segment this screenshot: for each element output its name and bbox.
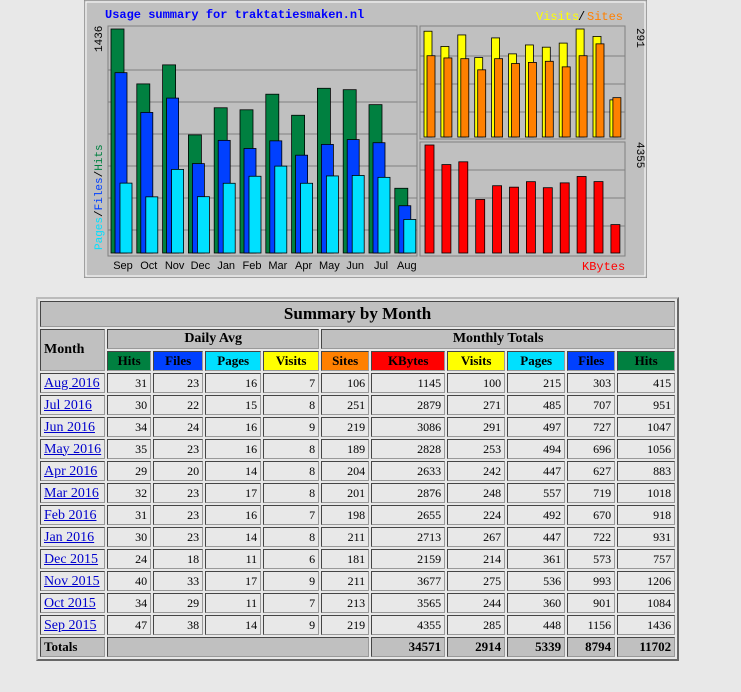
daily-cell: 7 bbox=[263, 505, 319, 525]
col-daily-files: Files bbox=[153, 351, 203, 371]
month-link[interactable]: Nov 2015 bbox=[44, 573, 100, 589]
month-tick-label: Jul bbox=[373, 260, 389, 272]
monthly-totals-header: Monthly Totals bbox=[321, 329, 675, 349]
monthly-cell: 1084 bbox=[617, 593, 675, 613]
daily-cell: 33 bbox=[153, 571, 203, 591]
table-row bbox=[40, 395, 675, 415]
total-pages: 5339 bbox=[507, 637, 565, 657]
monthly-cell: 361 bbox=[507, 549, 565, 569]
daily-cell: 8 bbox=[263, 461, 319, 481]
month-link[interactable]: Jul 2016 bbox=[44, 397, 92, 413]
daily-cell: 11 bbox=[205, 593, 261, 613]
monthly-cell: 2828 bbox=[371, 439, 445, 459]
monthly-cell: 267 bbox=[447, 527, 505, 547]
table-row bbox=[40, 593, 675, 613]
table-row bbox=[40, 549, 675, 569]
monthly-cell: 198 bbox=[321, 505, 369, 525]
monthly-cell: 1056 bbox=[617, 439, 675, 459]
monthly-cell: 211 bbox=[321, 571, 369, 591]
monthly-cell: 447 bbox=[507, 461, 565, 481]
daily-cell: 9 bbox=[263, 615, 319, 635]
daily-cell: 23 bbox=[153, 439, 203, 459]
monthly-cell: 2655 bbox=[371, 505, 445, 525]
kbytes-bar bbox=[577, 176, 586, 253]
daily-cell: 23 bbox=[153, 373, 203, 393]
monthly-cell: 2159 bbox=[371, 549, 445, 569]
table-row bbox=[40, 483, 675, 503]
daily-cell: 34 bbox=[107, 417, 151, 437]
kbytes-bar bbox=[510, 187, 519, 253]
col-daily-visits: Visits bbox=[263, 351, 319, 371]
monthly-cell: 3677 bbox=[371, 571, 445, 591]
month-tick-label: Aug bbox=[397, 260, 417, 272]
monthly-cell: 993 bbox=[567, 571, 615, 591]
total-files: 8794 bbox=[567, 637, 615, 657]
daily-cell: 7 bbox=[263, 373, 319, 393]
col-daily-hits: Hits bbox=[107, 351, 151, 371]
total-visits: 2914 bbox=[447, 637, 505, 657]
monthly-cell: 931 bbox=[617, 527, 675, 547]
monthly-cell: 303 bbox=[567, 373, 615, 393]
monthly-cell: 3086 bbox=[371, 417, 445, 437]
pages-bar bbox=[172, 169, 184, 253]
monthly-cell: 1436 bbox=[617, 615, 675, 635]
month-link[interactable]: Feb 2016 bbox=[44, 507, 97, 523]
month-tick-label: Oct bbox=[140, 260, 158, 272]
monthly-cell: 670 bbox=[567, 505, 615, 525]
monthly-cell: 573 bbox=[567, 549, 615, 569]
monthly-cell: 722 bbox=[567, 527, 615, 547]
daily-cell: 14 bbox=[205, 527, 261, 547]
monthly-cell: 181 bbox=[321, 549, 369, 569]
daily-cell: 17 bbox=[205, 571, 261, 591]
daily-cell: 8 bbox=[263, 395, 319, 415]
daily-cell: 30 bbox=[107, 395, 151, 415]
pages-bar bbox=[197, 197, 209, 253]
table-row bbox=[40, 461, 675, 481]
monthly-cell: 242 bbox=[447, 461, 505, 481]
daily-cell: 18 bbox=[153, 549, 203, 569]
daily-cell: 31 bbox=[107, 505, 151, 525]
sites-bar bbox=[613, 98, 621, 137]
monthly-cell: 536 bbox=[507, 571, 565, 591]
pages-bar bbox=[223, 183, 235, 253]
monthly-cell: 100 bbox=[447, 373, 505, 393]
col-monthly-hits: Hits bbox=[617, 351, 675, 371]
table-row bbox=[40, 615, 675, 635]
monthly-cell: 213 bbox=[321, 593, 369, 613]
daily-cell: 6 bbox=[263, 549, 319, 569]
daily-cell: 40 bbox=[107, 571, 151, 591]
sites-bar bbox=[444, 58, 452, 137]
col-monthly-sites: Sites bbox=[321, 351, 369, 371]
monthly-cell: 494 bbox=[507, 439, 565, 459]
kbytes-bar bbox=[442, 165, 451, 253]
month-link[interactable]: Sep 2015 bbox=[44, 617, 97, 633]
monthly-cell: 224 bbox=[447, 505, 505, 525]
monthly-cell: 492 bbox=[507, 505, 565, 525]
monthly-cell: 2713 bbox=[371, 527, 445, 547]
pages-bar bbox=[404, 219, 416, 253]
monthly-cell: 415 bbox=[617, 373, 675, 393]
kbytes-label: KBytes bbox=[582, 260, 626, 274]
col-monthly-visits: Visits bbox=[447, 351, 505, 371]
daily-cell: 8 bbox=[263, 439, 319, 459]
monthly-cell: 251 bbox=[321, 395, 369, 415]
monthly-cell: 201 bbox=[321, 483, 369, 503]
totals-label: Totals bbox=[40, 637, 105, 657]
monthly-cell: 204 bbox=[321, 461, 369, 481]
month-link[interactable]: Oct 2015 bbox=[44, 595, 96, 611]
monthly-cell: 211 bbox=[321, 527, 369, 547]
legend-visits: Visits bbox=[536, 10, 580, 24]
sites-bar bbox=[512, 64, 520, 137]
sites-bar bbox=[427, 56, 435, 137]
col-monthly-pages: Pages bbox=[507, 351, 565, 371]
monthly-cell: 360 bbox=[507, 593, 565, 613]
pages-bar bbox=[249, 176, 261, 253]
daily-cell: 23 bbox=[153, 483, 203, 503]
monthly-cell: 244 bbox=[447, 593, 505, 613]
month-tick-label: Jun bbox=[346, 260, 365, 272]
kbytes-bar bbox=[560, 183, 569, 253]
daily-cell: 8 bbox=[263, 527, 319, 547]
usage-chart bbox=[84, 0, 647, 278]
kbytes-bar bbox=[459, 162, 468, 253]
monthly-cell: 557 bbox=[507, 483, 565, 503]
daily-cell: 23 bbox=[153, 527, 203, 547]
daily-cell: 20 bbox=[153, 461, 203, 481]
daily-cell: 15 bbox=[205, 395, 261, 415]
left-axis-label: Pages/Files/Hits bbox=[94, 144, 106, 250]
month-tick-label: Jan bbox=[217, 260, 236, 272]
monthly-cell: 757 bbox=[617, 549, 675, 569]
col-monthly-kbytes: KBytes bbox=[371, 351, 445, 371]
table-title: Summary by Month bbox=[40, 301, 675, 327]
daily-cell: 34 bbox=[107, 593, 151, 613]
monthly-cell: 951 bbox=[617, 395, 675, 415]
left-axis-max: 1436 bbox=[94, 25, 106, 52]
monthly-cell: 447 bbox=[507, 527, 565, 547]
daily-cell: 38 bbox=[153, 615, 203, 635]
table-row bbox=[40, 527, 675, 547]
daily-cell: 23 bbox=[153, 505, 203, 525]
daily-cell: 16 bbox=[205, 439, 261, 459]
daily-cell: 9 bbox=[263, 571, 319, 591]
month-link[interactable]: May 2016 bbox=[44, 441, 102, 457]
monthly-cell: 883 bbox=[617, 461, 675, 481]
month-tick-label: May bbox=[319, 260, 340, 272]
sites-bar bbox=[461, 59, 469, 137]
daily-cell: 8 bbox=[263, 483, 319, 503]
month-link[interactable]: Dec 2015 bbox=[44, 551, 99, 567]
daily-cell: 35 bbox=[107, 439, 151, 459]
pages-bar bbox=[352, 175, 364, 253]
sites-bar bbox=[528, 62, 536, 137]
month-tick-label: Dec bbox=[190, 260, 211, 272]
monthly-cell: 707 bbox=[567, 395, 615, 415]
month-tick-label: Mar bbox=[268, 260, 288, 272]
monthly-cell: 271 bbox=[447, 395, 505, 415]
pages-bar bbox=[326, 176, 338, 253]
pages-bar bbox=[378, 177, 390, 253]
monthly-cell: 719 bbox=[567, 483, 615, 503]
sites-bar bbox=[562, 67, 570, 137]
daily-cell: 31 bbox=[107, 373, 151, 393]
monthly-cell: 219 bbox=[321, 615, 369, 635]
month-tick-label: Feb bbox=[242, 260, 262, 272]
daily-cell: 32 bbox=[107, 483, 151, 503]
monthly-cell: 696 bbox=[567, 439, 615, 459]
pages-bar bbox=[120, 183, 132, 253]
kbytes-bar bbox=[493, 186, 502, 253]
monthly-cell: 2633 bbox=[371, 461, 445, 481]
month-tick-label: Sep bbox=[113, 260, 133, 272]
monthly-cell: 215 bbox=[507, 373, 565, 393]
total-kbytes: 34571 bbox=[371, 637, 445, 657]
right-axis-bottom: 4355 bbox=[633, 142, 645, 169]
month-link[interactable]: Jan 2016 bbox=[44, 529, 95, 545]
kbytes-bar bbox=[543, 188, 552, 253]
left-axis-files: Files bbox=[94, 177, 106, 211]
daily-cell: 14 bbox=[205, 615, 261, 635]
monthly-cell: 1018 bbox=[617, 483, 675, 503]
sites-bar bbox=[478, 70, 486, 137]
month-link[interactable]: Apr 2016 bbox=[44, 463, 98, 479]
month-link[interactable]: Mar 2016 bbox=[44, 485, 99, 501]
daily-cell: 11 bbox=[205, 549, 261, 569]
table-row bbox=[40, 439, 675, 459]
monthly-cell: 727 bbox=[567, 417, 615, 437]
pages-bar bbox=[301, 183, 313, 253]
monthly-cell: 1206 bbox=[617, 571, 675, 591]
sites-bar bbox=[545, 61, 553, 137]
table-row bbox=[40, 571, 675, 591]
monthly-cell: 918 bbox=[617, 505, 675, 525]
daily-cell: 24 bbox=[153, 417, 203, 437]
daily-cell: 30 bbox=[107, 527, 151, 547]
daily-cell: 24 bbox=[107, 549, 151, 569]
monthly-cell: 219 bbox=[321, 417, 369, 437]
sites-bar bbox=[495, 59, 503, 137]
col-monthly-files: Files bbox=[567, 351, 615, 371]
kbytes-bar bbox=[476, 199, 485, 253]
daily-avg-header: Daily Avg bbox=[107, 329, 319, 349]
kbytes-bar bbox=[594, 182, 603, 253]
daily-cell: 22 bbox=[153, 395, 203, 415]
monthly-cell: 285 bbox=[447, 615, 505, 635]
month-link[interactable]: Aug 2016 bbox=[44, 375, 100, 391]
daily-cell: 16 bbox=[205, 373, 261, 393]
legend-sites: Sites bbox=[587, 10, 624, 24]
monthly-cell: 291 bbox=[447, 417, 505, 437]
monthly-cell: 448 bbox=[507, 615, 565, 635]
left-axis-pages: Pages bbox=[94, 216, 106, 250]
kbytes-bar bbox=[425, 145, 434, 253]
monthly-cell: 497 bbox=[507, 417, 565, 437]
daily-cell: 29 bbox=[107, 461, 151, 481]
monthly-cell: 627 bbox=[567, 461, 615, 481]
total-hits: 11702 bbox=[617, 637, 675, 657]
monthly-cell: 214 bbox=[447, 549, 505, 569]
pages-bar bbox=[146, 197, 158, 253]
col-daily-pages: Pages bbox=[205, 351, 261, 371]
month-tick-label: Nov bbox=[164, 260, 185, 272]
left-axis-hits: Hits bbox=[94, 144, 106, 171]
table-row bbox=[40, 417, 675, 437]
monthly-cell: 2879 bbox=[371, 395, 445, 415]
monthly-cell: 1047 bbox=[617, 417, 675, 437]
daily-cell: 17 bbox=[205, 483, 261, 503]
legend-separator: / bbox=[578, 10, 586, 24]
monthly-cell: 4355 bbox=[371, 615, 445, 635]
monthly-cell: 485 bbox=[507, 395, 565, 415]
daily-cell: 7 bbox=[263, 593, 319, 613]
month-link[interactable]: Jun 2016 bbox=[44, 419, 95, 435]
monthly-cell: 189 bbox=[321, 439, 369, 459]
pages-bar bbox=[275, 166, 287, 253]
monthly-cell: 1156 bbox=[567, 615, 615, 635]
daily-cell: 16 bbox=[205, 417, 261, 437]
table-row bbox=[40, 373, 675, 393]
monthly-cell: 248 bbox=[447, 483, 505, 503]
table-row bbox=[40, 505, 675, 525]
monthly-cell: 3565 bbox=[371, 593, 445, 613]
summary-table bbox=[36, 297, 679, 661]
daily-cell: 47 bbox=[107, 615, 151, 635]
monthly-cell: 901 bbox=[567, 593, 615, 613]
daily-cell: 16 bbox=[205, 505, 261, 525]
monthly-cell: 106 bbox=[321, 373, 369, 393]
monthly-cell: 275 bbox=[447, 571, 505, 591]
daily-cell: 14 bbox=[205, 461, 261, 481]
kbytes-bar bbox=[611, 225, 620, 253]
sites-bar bbox=[596, 44, 604, 137]
daily-cell: 29 bbox=[153, 593, 203, 613]
sites-bar bbox=[579, 56, 587, 137]
daily-cell: 9 bbox=[263, 417, 319, 437]
month-tick-label: Apr bbox=[295, 260, 313, 272]
monthly-cell: 2876 bbox=[371, 483, 445, 503]
chart-title: Usage summary for traktatiesmaken.nl bbox=[105, 8, 365, 22]
monthly-cell: 1145 bbox=[371, 373, 445, 393]
kbytes-bar bbox=[526, 182, 535, 253]
right-axis-top: 291 bbox=[633, 28, 645, 48]
monthly-cell: 253 bbox=[447, 439, 505, 459]
month-header: Month bbox=[40, 329, 105, 371]
